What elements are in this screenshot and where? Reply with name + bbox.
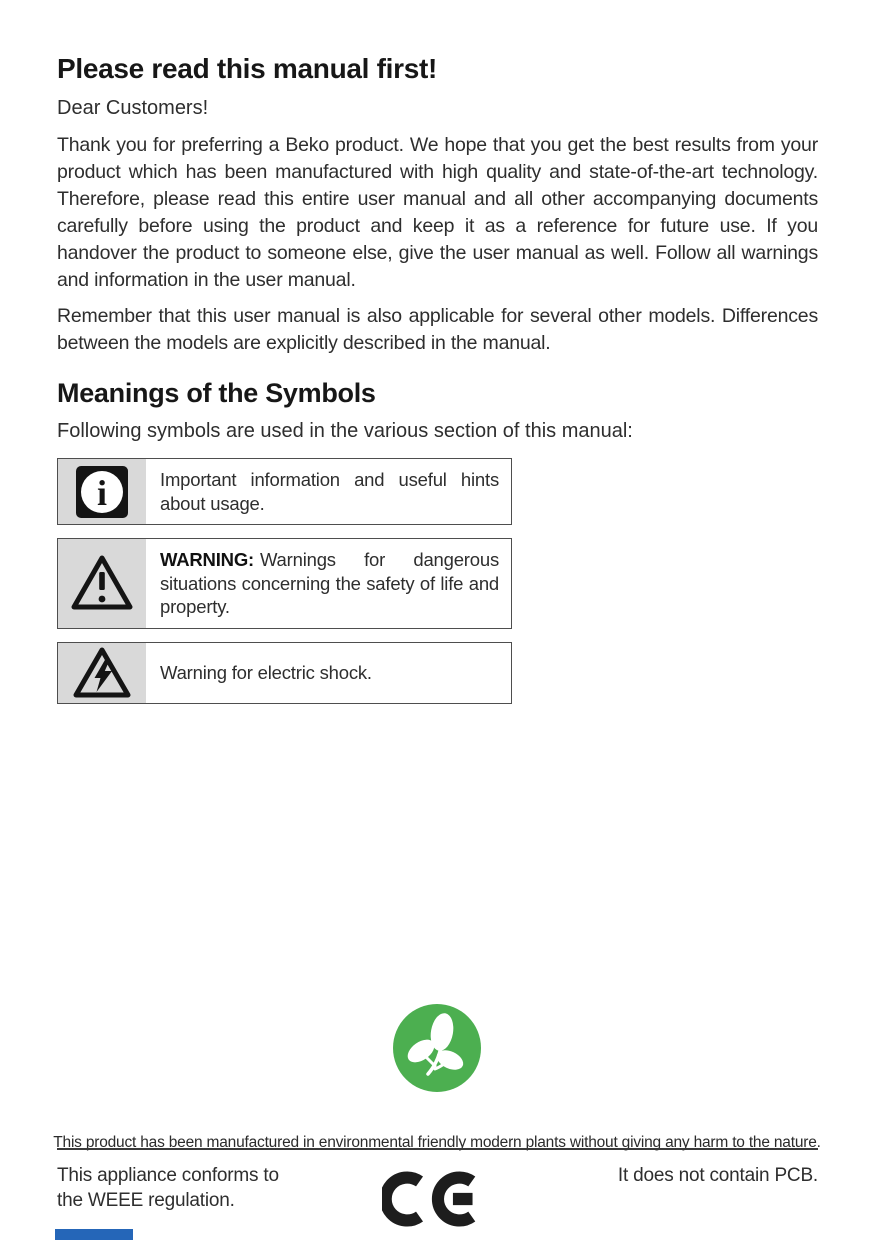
symbol-box-warning bbox=[57, 538, 512, 629]
warning-label: WARNING: bbox=[160, 549, 254, 570]
svg-text:i: i bbox=[96, 472, 108, 513]
warning-body: Warnings for dangerous situations concerning the safety of life and property. bbox=[160, 549, 499, 617]
info-icon bbox=[58, 459, 146, 524]
symbols-section-intro: Following symbols are used in the various section of this manual: bbox=[57, 420, 633, 442]
page-title: Please read this manual first! bbox=[57, 53, 438, 84]
symbol-box-warning-text-cell bbox=[146, 539, 511, 628]
symbol-box-electric-text-cell bbox=[146, 643, 511, 703]
symbol-box-warning-text bbox=[160, 548, 499, 619]
symbol-box-electric bbox=[57, 642, 512, 704]
symbol-box-electric-text: Warning for electric shock. bbox=[160, 661, 372, 683]
pcb-statement: It does not contain PCB. bbox=[617, 1165, 818, 1186]
reminder-paragraph: Remember that this user manual is also applicable for several other models. Differences between the models are explicitly described in the manual. bbox=[57, 305, 818, 354]
warning-triangle-icon bbox=[58, 539, 146, 628]
symbol-box-info-text-cell bbox=[146, 459, 511, 524]
symbol-box-info bbox=[57, 458, 512, 525]
symbols-section-title: Meanings of the Symbols bbox=[57, 378, 376, 408]
intro-paragraph: Thank you for preferring a Beko product. We hope that you get the best results from your product which has been manufactured with high quality and state-of-the-art technology. Therefore, please read this entire user manual and all other accompanying documents carefully before using the product and keep it as a reference for future use. If you handover the product to someone else, give the user manual as well. Follow all warnings and information in the user manual. bbox=[57, 134, 818, 291]
eco-leaf-icon bbox=[387, 1003, 487, 1093]
electric-shock-icon bbox=[58, 643, 146, 703]
symbol-box-info-text: Important information and useful hints about usage. bbox=[160, 469, 499, 514]
footer-page-marker-bar bbox=[55, 1229, 133, 1240]
salutation-text: Dear Customers! bbox=[57, 97, 209, 119]
footer-divider bbox=[57, 1148, 818, 1150]
ce-mark-icon bbox=[382, 1168, 494, 1235]
footer-row bbox=[57, 1163, 818, 1235]
eco-statement: This product has been manufactured in environmental friendly modern plants without giving any harm to the nature. bbox=[53, 1133, 821, 1151]
weee-statement: This appliance conforms to the WEEE regulation. bbox=[57, 1165, 279, 1211]
